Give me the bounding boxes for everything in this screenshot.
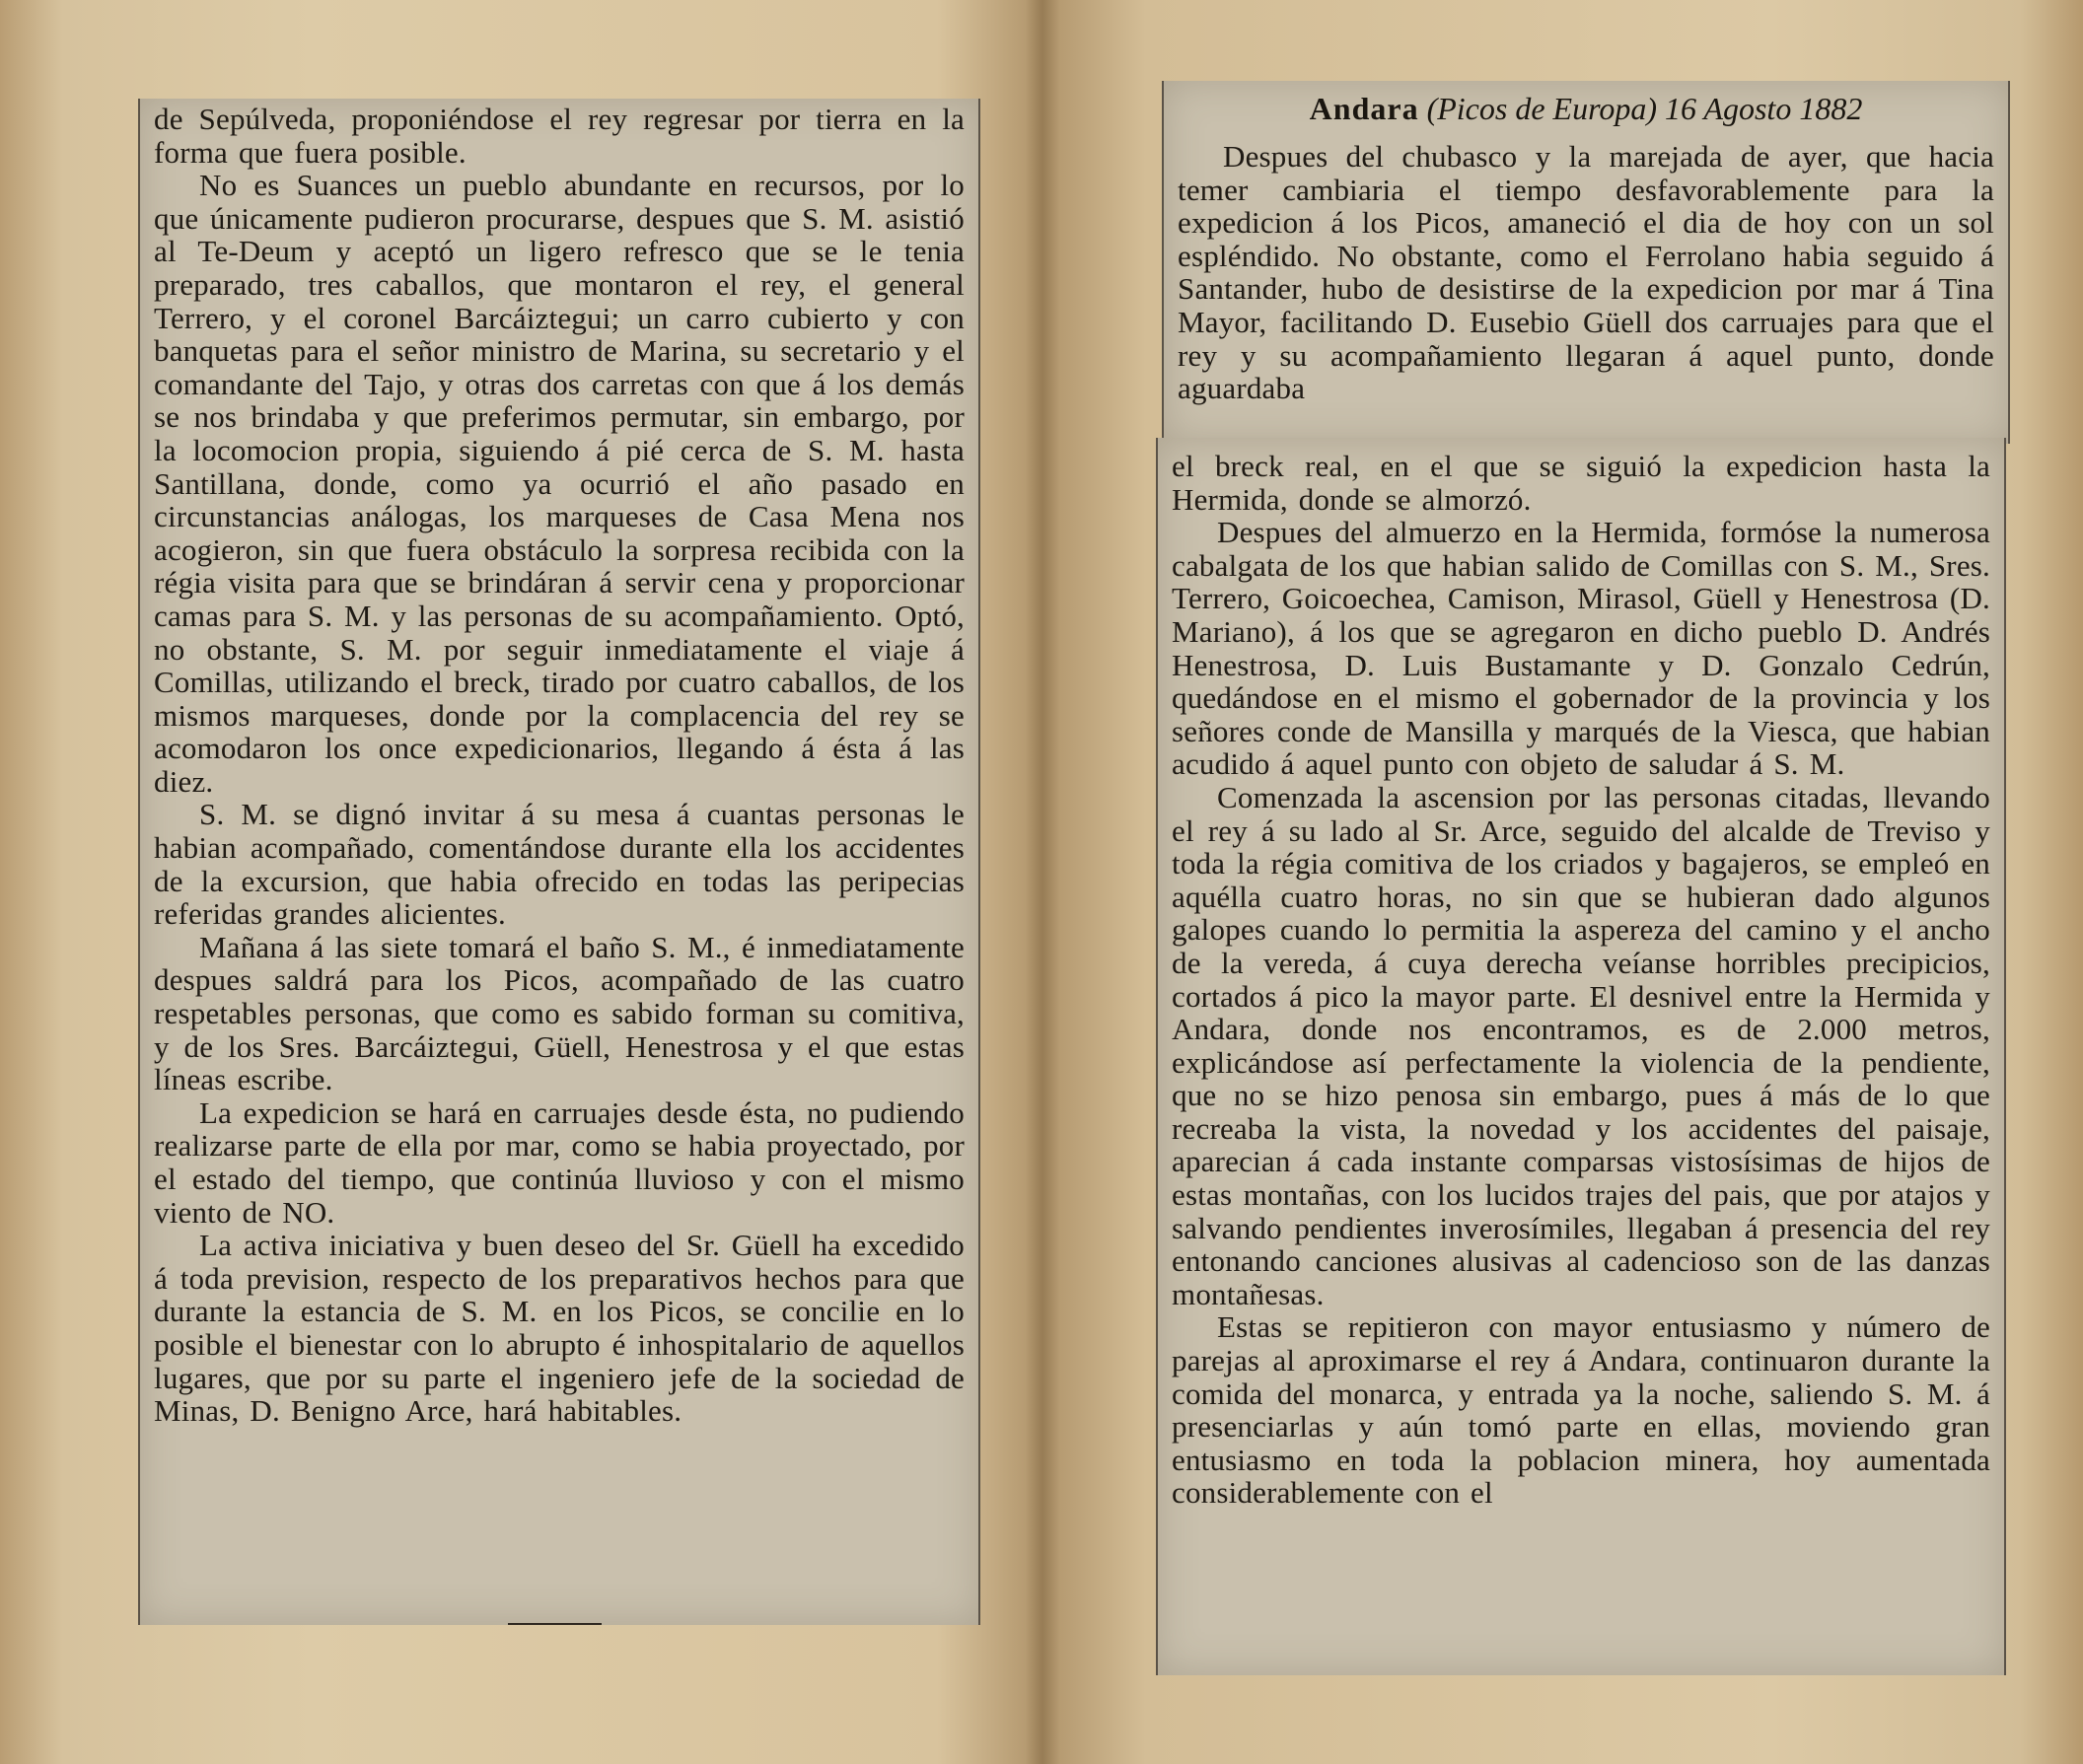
dateline-region: (Picos de Europa) bbox=[1426, 91, 1657, 126]
left-paragraph-6: La activa iniciativa y buen deseo del Sr. Güell ha excedido á toda prevision, respecto de los preparativos hechos para que durante la estancia de S. M. en los Picos, se concilie en lo posible el bienestar con lo abrupto é inhospitalario de aquellos lugares, que por su parte el ingeniero jefe de la sociedad de Minas, D. Benigno Arce, hará habitables. bbox=[154, 1228, 965, 1429]
left-newspaper-clipping bbox=[138, 99, 980, 1625]
left-closing-rule bbox=[508, 1623, 602, 1625]
book-gutter bbox=[1026, 0, 1059, 1764]
dateline-date: 16 Agosto 1882 bbox=[1665, 91, 1863, 126]
right-main-newspaper-clipping bbox=[1156, 438, 2006, 1675]
right-top-clipping-text bbox=[1164, 140, 2008, 405]
right-paragraph-2: Despues del almuerzo en la Hermida, formóse la numerosa cabalgata de los que habian salido de Comillas con S. M., Sres. Terrero, Goicoechea, Camison, Mirasol, Güell y Henestrosa (D. Mariano), á los que se agregaron en dicho pueblo D. Andrés Henestrosa, D. Luis Bustamante y D. Gonzalo Cedrún, quedándose en el mismo el gobernador de la provincia y los señores conde de Mansilla y marqués de la Viesca, que habian acudido á aquel punto con objeto de saludar á S. M. bbox=[1172, 515, 1990, 782]
left-clipping-text bbox=[140, 103, 978, 1428]
left-paragraph-1: de Sepúlveda, proponiéndose el rey regresar por tierra en la forma que fuera posible. bbox=[154, 102, 965, 170]
dateline-place: Andara bbox=[1309, 91, 1419, 126]
right-top-paragraph-1: Despues del chubasco y la marejada de ayer, que hacia temer cambiaria el tiempo desfavorablemente para la expedicion á los Picos, amaneció el dia de hoy con un sol espléndido. No obstante, como el Ferrolano habia seguido á Santander, hubo de desistirse de la expedicion por mar á Tina Mayor, facilitando D. Eusebio Güell dos carruajes para que el rey y su acompañamiento llegaran á aquel punto, donde aguardaba bbox=[1178, 139, 1994, 406]
dateline bbox=[1164, 91, 2008, 126]
left-paragraph-4: Mañana á las siete tomará el baño S. M., é inmediatamente despues saldrá para los Picos, acompañado de las cuatro respetables personas, que como es sabido forman su comitiva, y de los Sres. Barcáiztegui, Güell, Henestrosa y el que estas líneas escribe. bbox=[154, 929, 965, 1097]
left-paragraph-2: No es Suances un pueblo abundante en recursos, por lo que únicamente pudieron procurarse, despues que S. M. asistió al Te-Deum y aceptó un ligero refresco que se le tenia preparado, tres caballos, que montaron el rey, el general Terrero, y el coronel Barcáiztegui; un carro cubierto y con banquetas para el señor ministro de Marina, su secretario y el comandante del Tajo, y otras dos carretas con que á los demás se nos brindaba y que preferimos permutar, sin embargo, por la locomocion propia, siguiendo á pié cerca de S. M. hasta Santillana, donde, como ya ocurrió el año pasado en circunstancias análogas, los marqueses de Casa Mena nos acogieron, sin que fuera obstáculo la sorpresa recibida con la régia visita para que se brindáran á servir cena y proporcionar camas para S. M. y las personas de su acompañamiento. Optó, no obstante, S. M. por seguir inmediatamente el viaje á Comillas, utilizando el breck, tirado por cuatro caballos, de los mismos marqueses, donde por la complacencia del rey se acomodaron los once expedicionarios, llegando á ésta á las diez. bbox=[154, 168, 965, 799]
right-top-newspaper-clipping bbox=[1162, 81, 2010, 444]
left-paragraph-3: S. M. se dignó invitar á su mesa á cuantas personas le habian acompañado, comentándose durante ella los accidentes de la excursion, que habia ofrecido en todas las peripecias referidas grandes alicientes. bbox=[154, 797, 965, 932]
left-paragraph-5: La expedicion se hará en carruajes desde ésta, no pudiendo realizarse parte de ella por mar, como se habia proyectado, por el estado del tiempo, que continúa lluvioso y con el mismo viento de NO. bbox=[154, 1094, 965, 1230]
right-paragraph-1: el breck real, en el que se siguió la expedicion hasta la Hermida, donde se almorzó. bbox=[1172, 449, 1990, 517]
right-main-clipping-text bbox=[1158, 450, 2004, 1510]
right-paragraph-4: Estas se repitieron con mayor entusiasmo y número de parejas al aproximarse el rey á Andara, continuaron durante la comida del monarca, y entrada ya la noche, saliendo S. M. á presenciarlas y aún tomó parte en ellas, moviendo gran entusiasmo en toda la poblacion minera, hoy aumentada considerablemente con el bbox=[1172, 1309, 1990, 1511]
right-paragraph-3: Comenzada la ascension por las personas citadas, llevando el rey á su lado al Sr. Arce, seguido del alcalde de Treviso y toda la régia comitiva de los criados y bagajeros, se empleó en aquélla cuatro horas, no sin que se hubieran dado algunos galopes cuando lo permitia la aspereza del camino y el ancho de la vereda, á cuya derecha veíanse horribles precipicios, cortados á pico la mayor parte. El desnivel entre la Hermida y Andara, donde nos encontramos, es de 2.000 metros, explicándose así perfectamente la violencia de la pendiente, que no se hizo penosa sin embargo, pues á más de lo que recreaba la vista, la novedad y los accidentes del paisaje, aparecian á cada instante comparsas vistosísimas de hijos de estas montañas, con los lucidos trajes del pais, que por atajos y salvando pendientes inverosímiles, llegaban á presencia del rey entonando canciones alusivas al cadencioso son de las danzas montañesas. bbox=[1172, 779, 1990, 1311]
